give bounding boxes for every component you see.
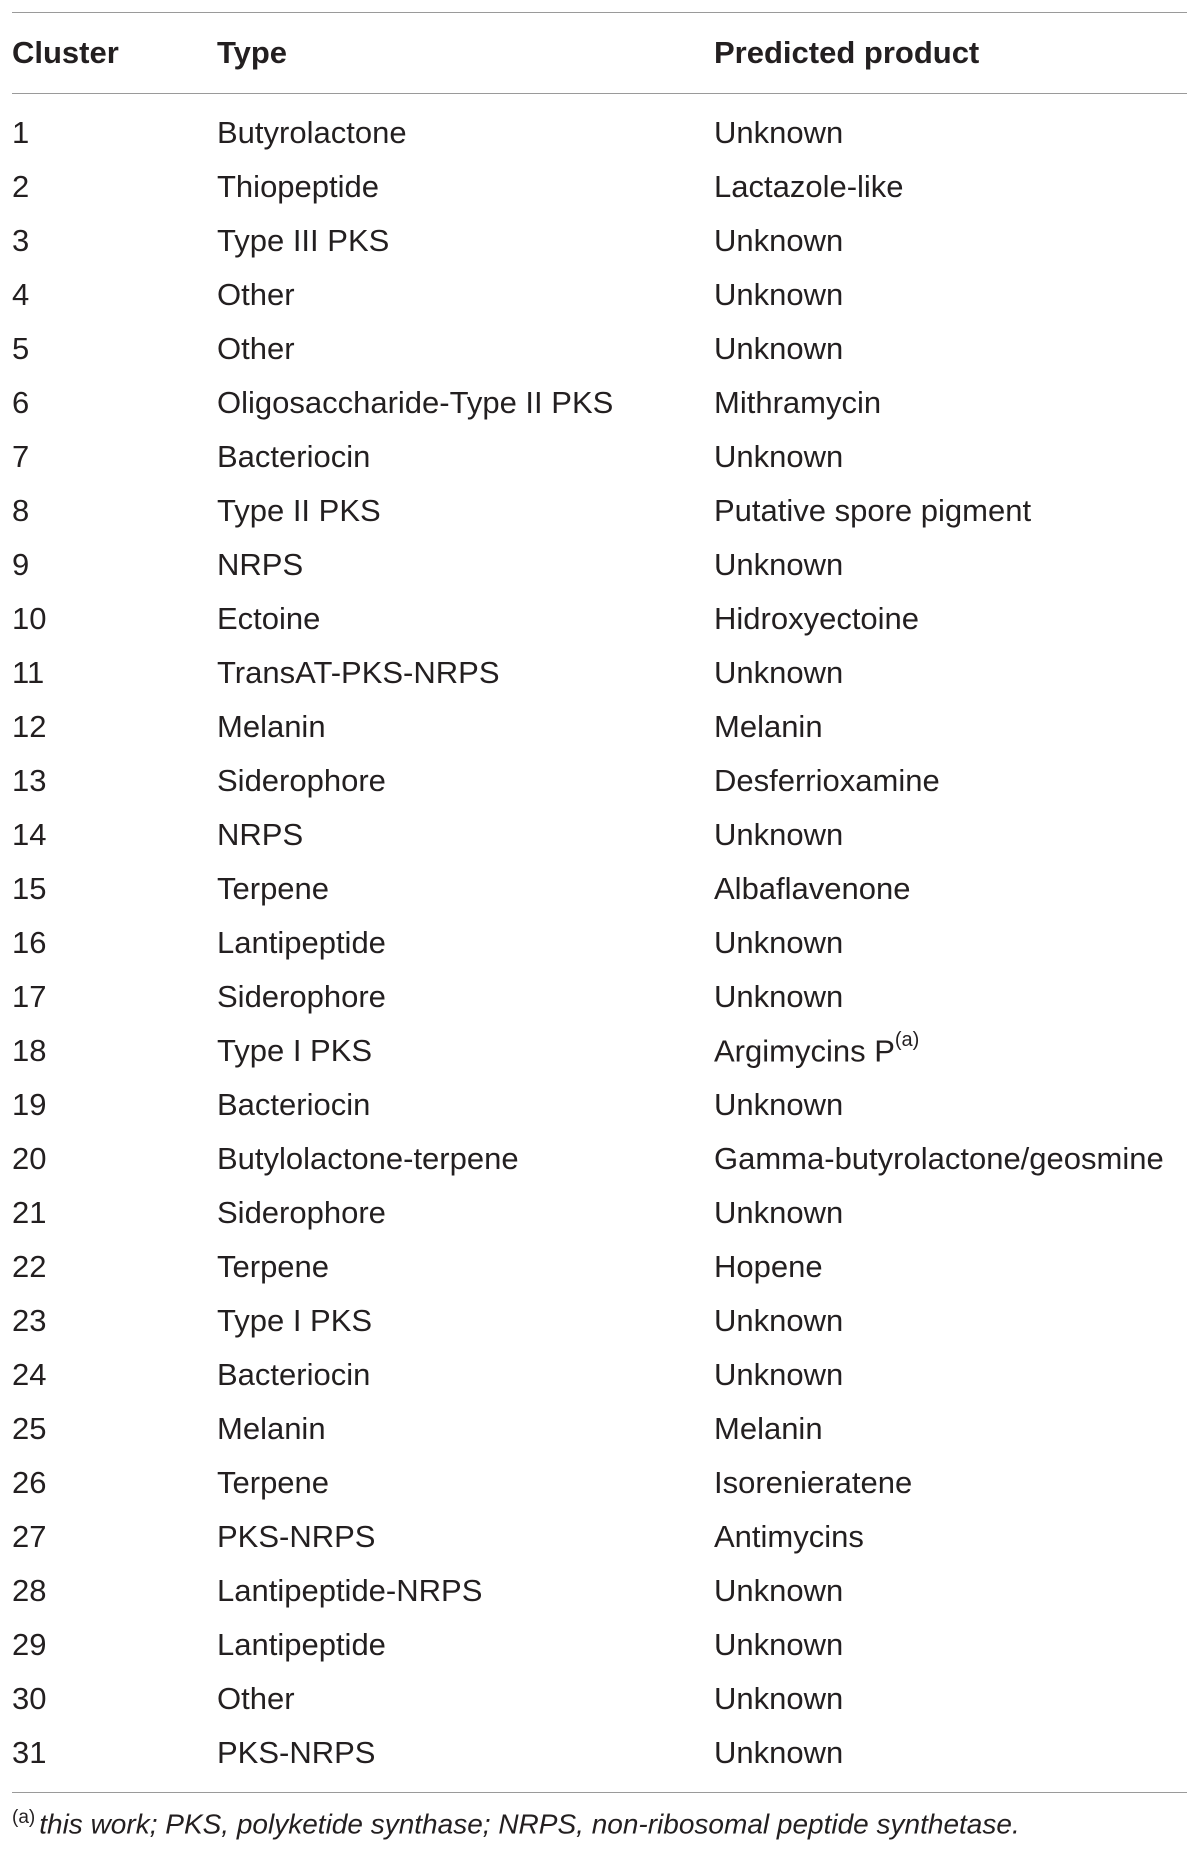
table-row	[12, 1726, 1187, 1780]
table-footnote	[12, 1793, 1187, 1840]
product-text: Unknown	[714, 223, 844, 258]
cell-type: Terpene	[217, 1465, 330, 1500]
cell-cluster: 30	[12, 1681, 47, 1716]
product-text: Unknown	[714, 1303, 844, 1338]
cell-type: Lantipeptide	[217, 1627, 386, 1662]
cell-type: PKS-NRPS	[217, 1519, 376, 1554]
cell-type: Terpene	[217, 871, 330, 906]
table-row	[12, 646, 1187, 700]
cell-cluster: 11	[12, 655, 45, 690]
product-text: Isorenieratene	[714, 1465, 913, 1500]
product-text: Unknown	[714, 1681, 844, 1716]
product-text: Antimycins	[714, 1519, 864, 1554]
product-text: Unknown	[714, 979, 844, 1014]
table-row	[12, 754, 1187, 808]
product-text: Unknown	[714, 331, 844, 366]
cell-type: PKS-NRPS	[217, 1735, 376, 1770]
cell-predicted-product	[714, 1303, 1187, 1339]
product-text: Melanin	[714, 709, 823, 744]
product-superscript: (a)	[894, 1028, 920, 1051]
product-text: Lactazole-like	[714, 169, 904, 204]
cell-predicted-product	[714, 223, 1187, 259]
table-header-row	[12, 13, 1187, 94]
cell-cluster: 28	[12, 1573, 47, 1608]
cell-cluster: 13	[12, 763, 47, 798]
cell-cluster: 3	[12, 223, 30, 258]
product-text: Unknown	[714, 817, 844, 852]
table-row	[12, 106, 1187, 160]
product-text: Unknown	[714, 655, 844, 690]
cell-predicted-product	[714, 1627, 1187, 1663]
table-row	[12, 700, 1187, 754]
cell-cluster: 21	[12, 1195, 47, 1230]
cell-cluster: 8	[12, 493, 30, 528]
cell-cluster: 27	[12, 1519, 47, 1554]
table-row	[12, 268, 1187, 322]
cell-type: Terpene	[217, 1249, 330, 1284]
product-text: Melanin	[714, 1411, 823, 1446]
cell-type: Type I PKS	[217, 1303, 373, 1338]
product-text: Unknown	[714, 1357, 844, 1392]
header-cluster: Cluster	[12, 35, 119, 70]
table-row	[12, 1564, 1187, 1618]
cell-cluster: 7	[12, 439, 30, 474]
cell-cluster: 22	[12, 1249, 47, 1284]
cell-cluster: 1	[12, 115, 30, 150]
cell-cluster: 23	[12, 1303, 47, 1338]
cell-predicted-product	[714, 1519, 1187, 1555]
product-text: Unknown	[714, 925, 844, 960]
cell-type: Other	[217, 1681, 295, 1716]
cell-cluster: 24	[12, 1357, 47, 1392]
cell-predicted-product	[714, 655, 1187, 691]
cell-predicted-product	[714, 979, 1187, 1015]
cell-type: Melanin	[217, 1411, 326, 1446]
product-text: Argimycins P	[714, 1033, 895, 1069]
cell-predicted-product	[714, 1141, 1187, 1177]
table-row	[12, 1672, 1187, 1726]
product-text: Unknown	[714, 439, 844, 474]
cell-cluster: 25	[12, 1411, 47, 1446]
cluster-table	[12, 12, 1187, 1840]
cell-cluster: 18	[12, 1033, 47, 1068]
cell-predicted-product	[714, 1465, 1187, 1501]
table-row	[12, 1618, 1187, 1672]
cell-cluster: 15	[12, 871, 47, 906]
cell-cluster: 2	[12, 169, 30, 204]
table-row	[12, 862, 1187, 916]
table-row	[12, 1078, 1187, 1132]
cell-predicted-product	[714, 1357, 1187, 1393]
table-row	[12, 1132, 1187, 1186]
cell-cluster: 16	[12, 925, 47, 960]
cell-predicted-product	[714, 439, 1187, 475]
product-text: Putative spore pigment	[714, 493, 1032, 528]
cell-cluster: 14	[12, 817, 47, 852]
cell-predicted-product	[714, 817, 1187, 853]
product-text: Unknown	[714, 1735, 844, 1770]
product-text: Hopene	[714, 1249, 823, 1284]
cell-type: Siderophore	[217, 763, 386, 798]
cell-type: Butyrolactone	[217, 115, 407, 150]
product-text: Unknown	[714, 277, 844, 312]
cell-predicted-product	[714, 601, 1187, 637]
cell-predicted-product	[714, 277, 1187, 313]
table-row	[12, 1402, 1187, 1456]
cell-type: Thiopeptide	[217, 169, 380, 204]
cell-type: TransAT-PKS-NRPS	[217, 655, 500, 690]
cell-predicted-product	[714, 1087, 1187, 1123]
table-row	[12, 1024, 1187, 1078]
cell-cluster: 29	[12, 1627, 47, 1662]
table-row	[12, 1240, 1187, 1294]
product-text: Desferrioxamine	[714, 763, 940, 798]
table-row	[12, 430, 1187, 484]
footnote-mark: (a)	[12, 1807, 36, 1828]
cell-type: Type I PKS	[217, 1033, 373, 1068]
footnote-text: this work; PKS, polyketide synthase; NRPS, non-ribosomal peptide synthetase.	[39, 1808, 1020, 1840]
cell-type: Siderophore	[217, 1195, 386, 1230]
product-text: Gamma-butyrolactone/geosmine	[714, 1141, 1164, 1176]
cell-type: Lantipeptide	[217, 925, 386, 960]
cell-predicted-product	[714, 169, 1187, 205]
cell-type: NRPS	[217, 547, 304, 582]
cell-predicted-product	[714, 493, 1187, 529]
cell-type: Type III PKS	[217, 223, 390, 258]
cell-type: Siderophore	[217, 979, 386, 1014]
cell-predicted-product	[714, 331, 1187, 367]
cell-cluster: 31	[12, 1735, 47, 1770]
cell-predicted-product	[714, 763, 1187, 799]
header-type: Type	[217, 35, 288, 70]
cell-type: Ectoine	[217, 601, 321, 636]
cell-type: Oligosaccharide-Type II PKS	[217, 385, 614, 420]
cell-type: Melanin	[217, 709, 326, 744]
cell-cluster: 19	[12, 1087, 47, 1122]
cell-predicted-product	[714, 871, 1187, 907]
product-text: Unknown	[714, 1627, 844, 1662]
cell-type: Other	[217, 277, 295, 312]
table-row	[12, 916, 1187, 970]
cell-type: Type II PKS	[217, 493, 381, 528]
table-row	[12, 808, 1187, 862]
product-text: Unknown	[714, 547, 844, 582]
table-row	[12, 484, 1187, 538]
cell-cluster: 26	[12, 1465, 47, 1500]
table-row	[12, 160, 1187, 214]
table-row	[12, 1348, 1187, 1402]
cell-predicted-product	[714, 1028, 1187, 1069]
cell-predicted-product	[714, 115, 1187, 151]
table-row	[12, 214, 1187, 268]
cell-type: NRPS	[217, 817, 304, 852]
cell-type: Bacteriocin	[217, 1087, 371, 1122]
cell-type: Bacteriocin	[217, 439, 371, 474]
cell-type: Butylolactone-terpene	[217, 1141, 519, 1176]
table-row	[12, 538, 1187, 592]
cell-cluster: 6	[12, 385, 30, 420]
cell-predicted-product	[714, 1681, 1187, 1717]
cell-cluster: 12	[12, 709, 47, 744]
cell-cluster: 10	[12, 601, 47, 636]
table-row	[12, 1456, 1187, 1510]
cell-predicted-product	[714, 1249, 1187, 1285]
product-text: Mithramycin	[714, 385, 882, 420]
cell-type: Bacteriocin	[217, 1357, 371, 1392]
table-row	[12, 1186, 1187, 1240]
cell-predicted-product	[714, 385, 1187, 421]
table-row	[12, 970, 1187, 1024]
cell-cluster: 20	[12, 1141, 47, 1176]
table-row	[12, 376, 1187, 430]
product-text: Hidroxyectoine	[714, 601, 920, 636]
cell-predicted-product	[714, 547, 1187, 583]
cell-predicted-product	[714, 1573, 1187, 1609]
table-row	[12, 1294, 1187, 1348]
product-text: Unknown	[714, 1195, 844, 1230]
cell-predicted-product	[714, 1411, 1187, 1447]
cell-type: Other	[217, 331, 295, 366]
header-predicted-product: Predicted product	[714, 35, 980, 70]
table-body	[12, 94, 1187, 1780]
cell-predicted-product	[714, 925, 1187, 961]
product-text: Unknown	[714, 115, 844, 150]
cell-predicted-product	[714, 1195, 1187, 1231]
table-row	[12, 1510, 1187, 1564]
cell-cluster: 5	[12, 331, 30, 366]
cell-predicted-product	[714, 1735, 1187, 1771]
table-row	[12, 322, 1187, 376]
table-row	[12, 592, 1187, 646]
product-text: Unknown	[714, 1573, 844, 1608]
cell-cluster: 4	[12, 277, 30, 312]
cell-type: Lantipeptide-NRPS	[217, 1573, 483, 1608]
product-text: Unknown	[714, 1087, 844, 1122]
product-text: Albaflavenone	[714, 871, 911, 906]
cell-cluster: 17	[12, 979, 47, 1014]
cell-cluster: 9	[12, 547, 30, 582]
cell-predicted-product	[714, 709, 1187, 745]
